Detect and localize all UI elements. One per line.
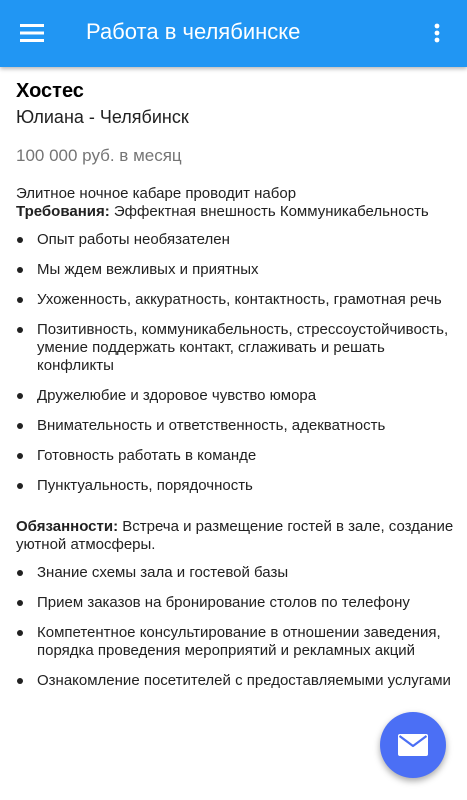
requirements-list (16, 231, 454, 495)
duties-text: Встреча и размещение гостей в зале, создание уютной атмосферы. (16, 518, 454, 553)
more-vertical-icon (434, 23, 440, 43)
job-details (16, 67, 454, 702)
intro-text: Элитное ночное кабаре проводит набор (16, 185, 297, 202)
list-item: Дружелюбие и здоровое чувство юмора (16, 387, 454, 405)
requirements-label: Требования: (16, 203, 110, 220)
app-title: Работа в челябинске (86, 19, 301, 44)
job-description (16, 185, 454, 221)
send-email-button[interactable] (380, 712, 446, 778)
menu-button[interactable] (8, 11, 56, 55)
hamburger-menu-icon (20, 24, 44, 42)
list-item: Мы ждем вежливых и приятных (16, 261, 454, 279)
email-icon (398, 734, 428, 756)
duties-list (16, 564, 454, 690)
list-item: Знание схемы зала и гостевой базы (16, 564, 454, 582)
list-item: Готовность работать в команде (16, 447, 454, 465)
list-item: Ухоженность, аккуратность, контактность, грамотная речь (16, 291, 454, 309)
list-item: Ознакомление посетителей с предоставляемыми услугами (16, 672, 454, 690)
list-item: Опыт работы необязателен (16, 231, 454, 249)
job-title: Хостес (16, 80, 84, 102)
list-item: Позитивность, коммуникабельность, стрессоустойчивость, умение поддержать контакт, сглаживать и решать конфликты (16, 321, 454, 375)
list-item: Пунктуальность, порядочность (16, 477, 454, 495)
app-bar (0, 0, 467, 67)
list-item: Внимательность и ответственность, адекватность (16, 417, 454, 435)
overflow-menu-button[interactable] (417, 11, 457, 55)
list-item: Компетентное консультирование в отношении заведения, порядка проведения мероприятий и рекламных акций (16, 624, 454, 660)
duties-label: Обязанности: (16, 518, 119, 535)
salary: 100 000 руб. в месяц (16, 146, 182, 165)
requirements-paragraph (16, 203, 454, 221)
employer-name: Юлиана - Челябинск (16, 107, 189, 127)
requirements-text: Эффектная внешность Коммуникабельность (109, 203, 429, 220)
list-item: Прием заказов на бронирование столов по телефону (16, 594, 454, 612)
duties-paragraph (16, 518, 454, 554)
